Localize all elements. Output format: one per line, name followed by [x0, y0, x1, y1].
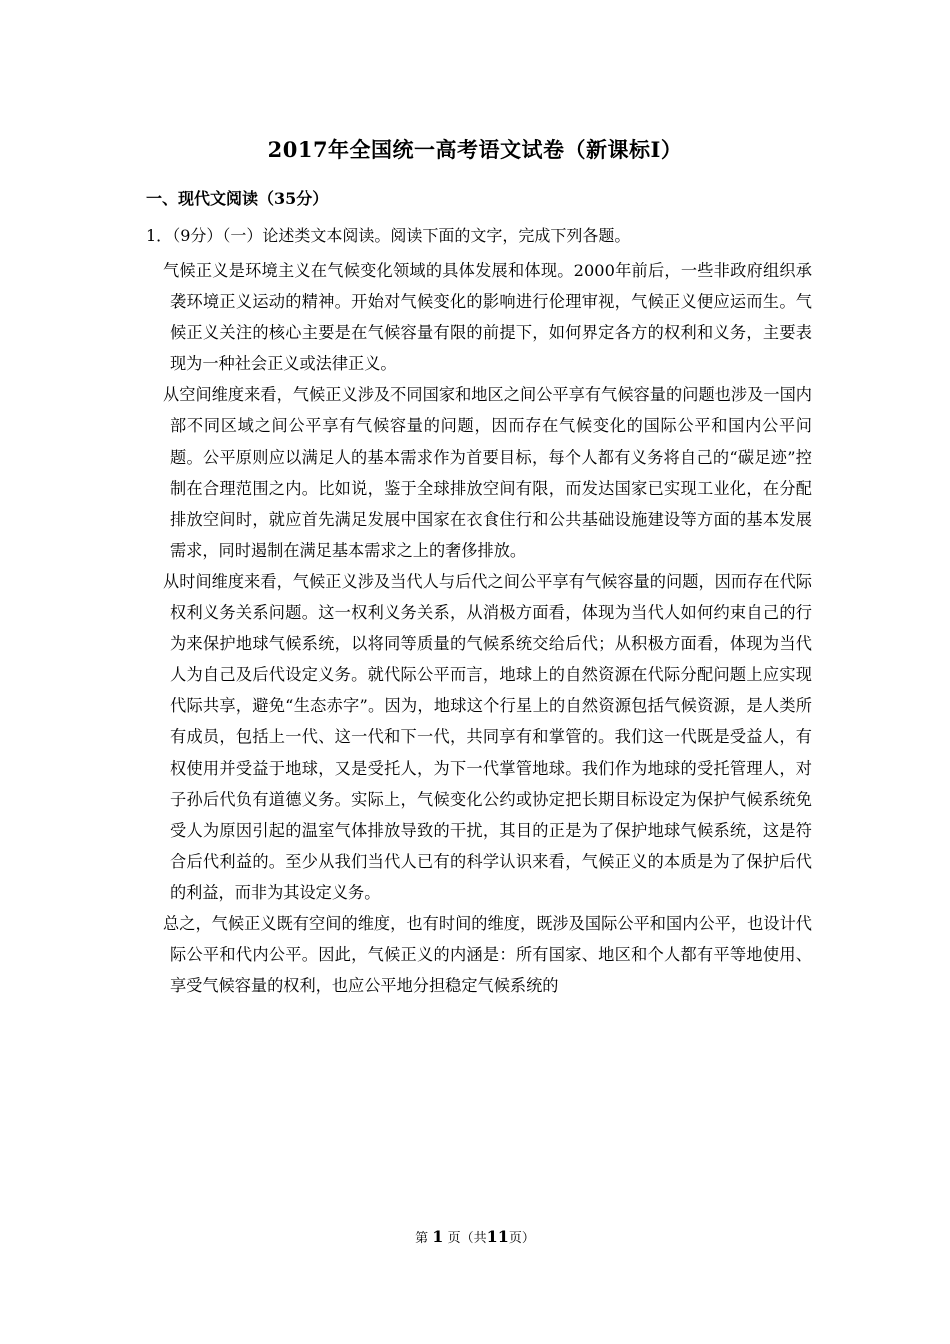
- question-text: （9分）（一）论述类文本阅读。阅读下面的文字，完成下列各题。: [172, 226, 631, 245]
- section-heading: 一、现代文阅读（35分）: [146, 189, 329, 208]
- footer-total-pages: 11: [486, 1227, 509, 1246]
- reading-passage: [146, 255, 812, 1001]
- footer-page-number: 1: [432, 1227, 444, 1246]
- passage-paragraph-1: 气候正义是环境主义在气候变化领域的具体发展和体现。2000年前后，一些非政府组织承袭环境正义运动的精神。开始对气候变化的影响进行伦理审视，气候正义便应运而生。气候正义关注的核心主要是在气候容量有限的前提下，如何界定各方的权利和义务，主要表现为一种社会正义或法律正义。: [163, 261, 812, 374]
- page-footer: [0, 1227, 950, 1246]
- question-1: [146, 223, 630, 246]
- footer-prefix: 第: [415, 1231, 429, 1246]
- question-number: 1．: [146, 226, 173, 245]
- passage-paragraph-3: 从时间维度来看，气候正义涉及当代人与后代之间公平享有气候容量的问题，因而存在代际权利义务关系问题。这一权利义务关系，从消极方面看，体现为当代人如何约束自己的行为来保护地球气候系统，以将同等质量的气候系统交给后代；从积极方面看，体现为当代人为自己及后代设定义务。就代际公平而言，地球上的自然资源在代际分配问题上应实现代际共享，避免“生态赤字”。因为，地球这个行星上的自然资源包括气候资源，是人类所有成员，包括上一代、这一代和下一代，共同享有和掌管的。我们这一代既是受益人，有权使用并受益于地球，又是受托人，为下一代掌管地球。我们作为地球的受托管理人，对子孙后代负有道德义务。实际上，气候变化公约或协定把长期目标设定为保护气候系统免受人为原因引起的温室气体排放导致的干扰，其目的正是为了保护地球气候系统，这是符合后代利益的。至少从我们当代人已有的科学认识来看，气候正义的本质是为了保护后代的利益，而非为其设定义务。: [163, 571, 812, 902]
- passage-paragraph-2: 从空间维度来看，气候正义涉及不同国家和地区之间公平享有气候容量的问题也涉及一国内部不同区域之间公平享有气候容量的问题，因而存在气候变化的国际公平和国内公平问题。公平原则应以满足人的基本需求作为首要目标，每个人都有义务将自己的“碳足迹”控制在合理范围之内。比如说，鉴于全球排放空间有限，而发达国家已实现工业化，在分配排放空间时，就应首先满足发展中国家在衣食住行和公共基础设施建设等方面的基本发展需求，同时遏制在满足基本需求之上的奢侈排放。: [163, 385, 812, 560]
- footer-suffix: 页）: [508, 1231, 535, 1246]
- exam-title: 2017年全国统一高考语文试卷（新课标Ⅰ）: [267, 137, 683, 162]
- passage-paragraph-4: 总之，气候正义既有空间的维度，也有时间的维度，既涉及国际公平和国内公平，也设计代际公平和代内公平。因此，气候正义的内涵是：所有国家、地区和个人都有平等地使用、享受气候容量的权利，也应公平地分担稳定气候系统的: [163, 913, 812, 996]
- footer-middle: 页（共: [447, 1231, 487, 1246]
